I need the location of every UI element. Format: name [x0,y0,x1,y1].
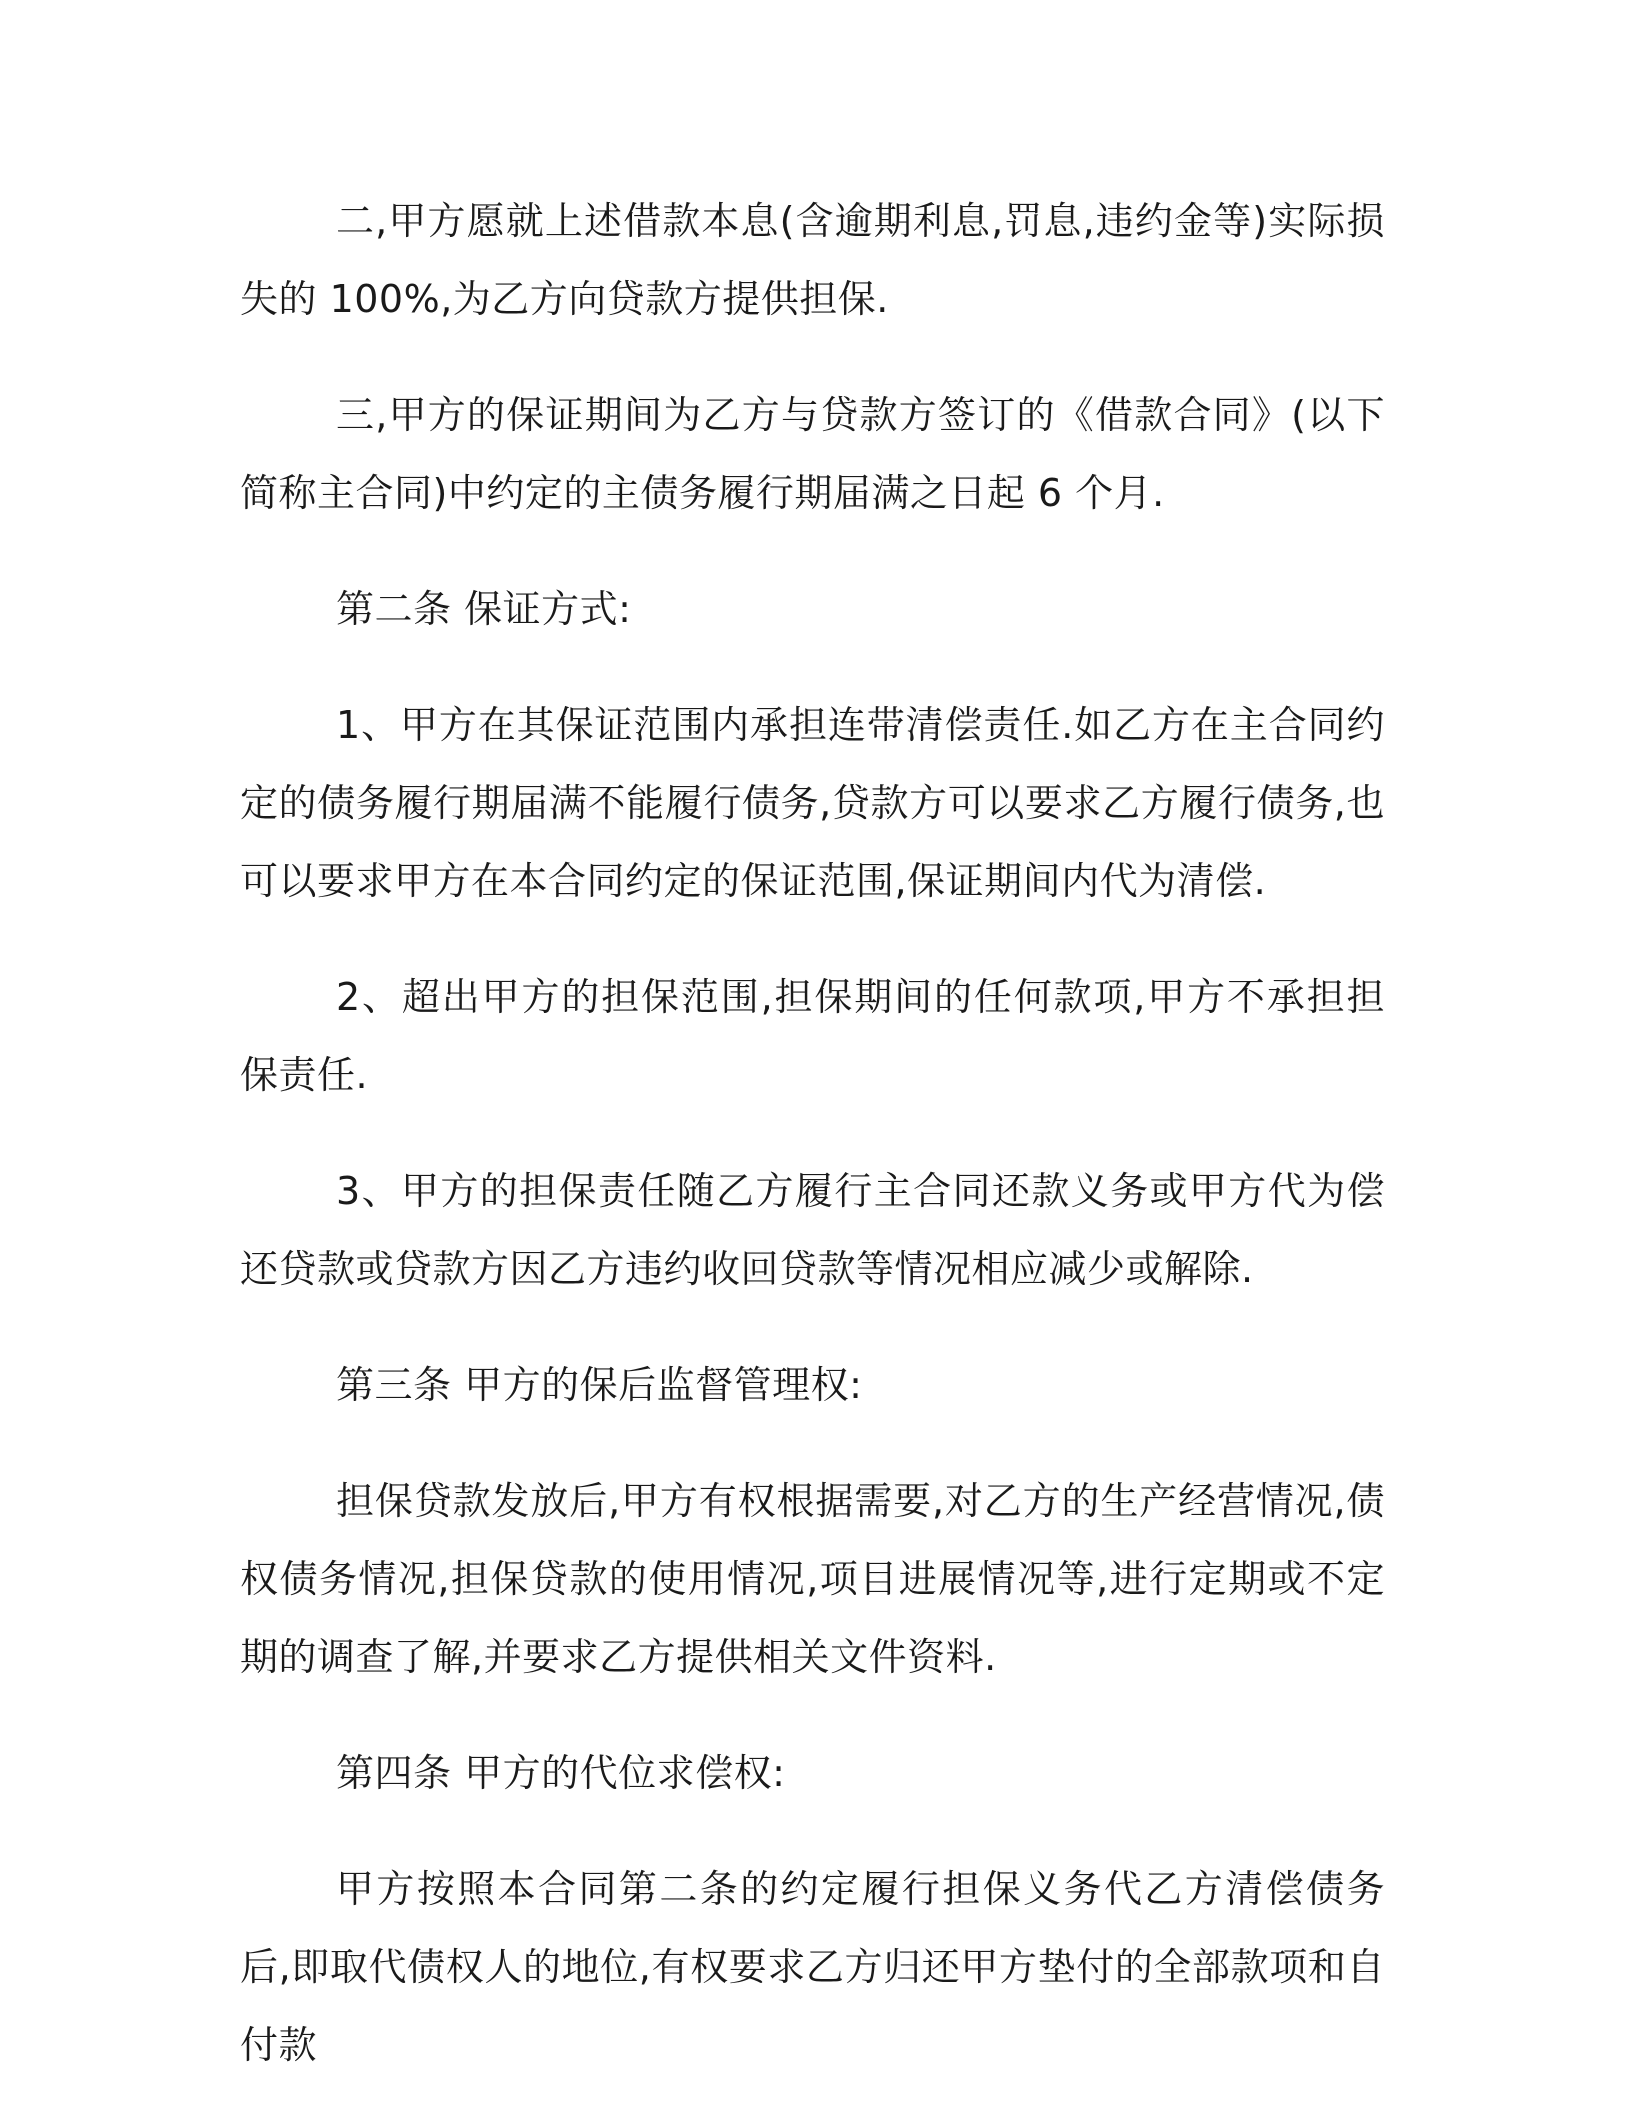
clause-paragraph: 2、超出甲方的担保范围,担保期间的任何款项,甲方不承担担保责任. [240,975,1385,1097]
article-heading: 第二条 保证方式: [336,587,632,631]
clause-paragraph: 二,甲方愿就上述借款本息(含逾期利息,罚息,违约金等)实际损失的 100%,为乙方向贷款方提供担保. [240,199,1385,321]
clause-paragraph: 担保贷款发放后,甲方有权根据需要,对乙方的生产经营情况,债权债务情况,担保贷款的使用情况,项目进展情况等,进行定期或不定期的调查了解,并要求乙方提供相关文件资料. [240,1479,1385,1679]
document-body [240,182,1385,2084]
article-heading: 第四条 甲方的代位求偿权: [336,1751,786,1795]
clause-paragraph: 甲方按照本合同第二条的约定履行担保义务代乙方清偿债务后,即取代债权人的地位,有权要求乙方归还甲方垫付的全部款项和自付款 [240,1867,1385,2067]
clause-paragraph: 3、甲方的担保责任随乙方履行主合同还款义务或甲方代为偿还贷款或贷款方因乙方违约收回贷款等情况相应减少或解除. [240,1169,1385,1291]
article-heading: 第三条 甲方的保后监督管理权: [336,1363,863,1407]
clause-paragraph: 1、甲方在其保证范围内承担连带清偿责任.如乙方在主合同约定的债务履行期届满不能履行债务,贷款方可以要求乙方履行债务,也可以要求甲方在本合同约定的保证范围,保证期间内代为清偿. [240,703,1385,903]
clause-paragraph: 三,甲方的保证期间为乙方与贷款方签订的《借款合同》(以下简称主合同)中约定的主债务履行期届满之日起 6 个月. [240,393,1385,515]
